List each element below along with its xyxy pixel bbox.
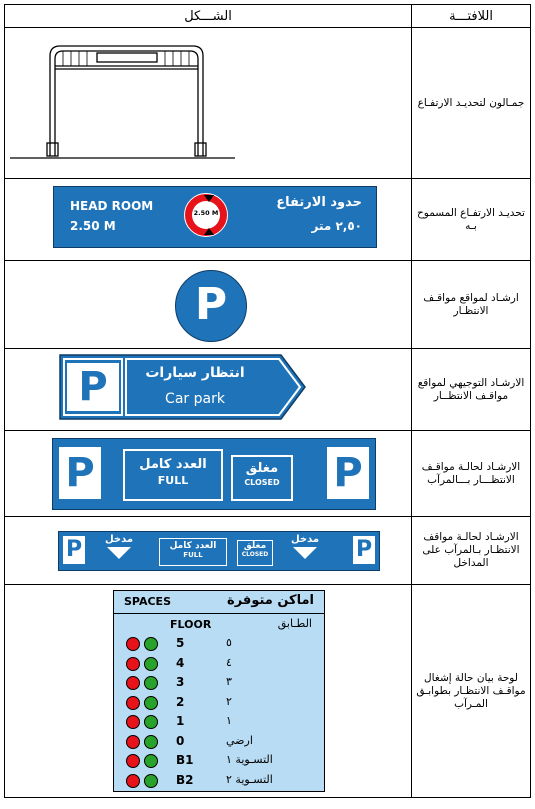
floor-header-en: FLOOR: [170, 618, 212, 631]
full-indicator-icon: [126, 657, 140, 671]
floor-number-en: 3: [176, 675, 185, 689]
floor-number-en: B1: [176, 753, 194, 767]
closed-panel: [231, 455, 293, 501]
full-indicator-icon: [126, 637, 140, 651]
floor-number-ar: ارضي: [226, 733, 253, 747]
row-label: الارشـاد التوجيهي لمواقع مواقـف الانتظــار: [412, 349, 531, 431]
parking-letter: P: [67, 363, 119, 411]
floor-header-ar: الطـابق: [277, 617, 312, 630]
floor-number-en: 2: [176, 694, 185, 709]
full-indicator-icon: [126, 754, 140, 768]
closed-en: CLOSED: [241, 551, 269, 558]
available-indicator-icon: [144, 657, 158, 671]
table-row: [5, 349, 531, 431]
down-arrow-icon: [293, 547, 317, 559]
table-row: [5, 179, 531, 261]
available-indicator-icon: [144, 774, 158, 788]
floor-number-en: B2: [176, 772, 194, 787]
board-title-en: SPACES: [124, 595, 171, 608]
floor-number-en: 1: [176, 714, 185, 728]
entrance-left: [99, 534, 139, 559]
full-en: FULL: [183, 551, 203, 559]
entrance-ar: مدخل: [104, 534, 134, 545]
full-indicator-icon: [126, 715, 140, 729]
row-label: الارشـاد لحالـة مواقف الانتظـار بـالمرآب على المداخل: [412, 517, 531, 585]
full-ar: العدد كامل: [139, 457, 207, 472]
floor-row: [114, 635, 324, 653]
floor-number-en: 0: [176, 733, 185, 748]
headroom-ar-line1: حدود الارتفاع: [276, 195, 362, 210]
parking-letter: P: [59, 447, 101, 499]
entrance-right: [285, 534, 325, 559]
down-arrow-icon: [107, 547, 131, 559]
table-row: [5, 261, 531, 349]
full-panel: [123, 449, 223, 501]
available-indicator-icon: [144, 754, 158, 768]
header-row: [5, 5, 531, 28]
floor-number-ar: ٣: [226, 675, 232, 688]
closed-en: CLOSED: [244, 478, 280, 487]
available-indicator-icon: [144, 696, 158, 710]
full-indicator-icon: [126, 676, 140, 690]
closed-ar: مغلق: [245, 461, 279, 476]
floor-number-en: 5: [176, 636, 185, 650]
full-ar: العدد كامل: [169, 541, 217, 551]
floor-row: [114, 752, 324, 770]
board-title-ar: اماكن متوفرة: [227, 593, 314, 608]
floor-availability-board: [113, 590, 325, 792]
headroom-en-line1: HEAD ROOM: [70, 199, 154, 213]
full-indicator-icon: [126, 735, 140, 749]
available-indicator-icon: [144, 676, 158, 690]
car-park-en: Car park: [165, 391, 225, 407]
height-gantry-drawing: [5, 28, 414, 178]
signs-table: [4, 4, 531, 798]
available-indicator-icon: [144, 715, 158, 729]
floor-number-ar: ٤: [226, 655, 232, 669]
parking-letter: P: [353, 536, 375, 564]
row-label: الارشـاد لحالـة مواقـف الانتظـــار بـــالمرآب: [412, 431, 531, 517]
floor-row: [114, 694, 324, 712]
floor-number-ar: ١: [226, 714, 232, 727]
garage-status-sign: [52, 438, 376, 510]
floor-number-ar: ٥: [226, 636, 232, 649]
table-row: [5, 585, 531, 798]
board-title-bar: [114, 591, 324, 614]
height-limit-icon: [184, 193, 228, 237]
row-label: تحديـد الارتفـاع المسموح بـه: [412, 179, 531, 261]
full-panel: [159, 538, 227, 566]
headroom-sign: [53, 186, 377, 248]
table-row: [5, 517, 531, 585]
row-label: جمـالون لتحديـد الارتفـاع: [412, 28, 531, 179]
header-meaning: اللافتـــة: [412, 5, 531, 28]
car-park-ar: انتظار سيارات: [145, 365, 245, 381]
row-label: لوحة بيان حالة إشغال مواقـف الانتظـار بطوابـق المـرآب: [412, 585, 531, 798]
parking-letter: P: [63, 536, 85, 564]
floor-number-ar: ٢: [226, 694, 232, 708]
floor-row: [114, 772, 324, 790]
available-indicator-icon: [144, 735, 158, 749]
entrance-ar: مدخل: [290, 534, 320, 545]
closed-ar: مغلق: [243, 541, 267, 551]
parking-letter: P: [194, 279, 228, 330]
full-indicator-icon: [126, 696, 140, 710]
full-indicator-icon: [126, 774, 140, 788]
headroom-ar-line2: ٢,٥٠ متر: [311, 219, 362, 233]
floor-row: [114, 733, 324, 751]
table-row: [5, 431, 531, 517]
entrance-status-sign: [58, 531, 380, 571]
height-limit-value: 2.50 M: [193, 209, 219, 217]
floor-row: [114, 655, 324, 673]
table-row: [5, 28, 531, 179]
floor-number-ar: التسـوية ٢: [226, 772, 273, 786]
full-en: FULL: [157, 474, 189, 487]
floor-number-ar: التسـوية ١: [226, 753, 273, 766]
floor-row: [114, 674, 324, 692]
parking-round-sign: [175, 270, 247, 342]
available-indicator-icon: [144, 637, 158, 651]
row-label: ارشـاد لمواقع مواقـف الانتظـار: [412, 261, 531, 349]
closed-panel: [237, 540, 273, 566]
headroom-en-line2: 2.50 M: [70, 219, 116, 233]
parking-letter: P: [327, 447, 369, 499]
header-shape: الشـــكل: [5, 5, 412, 28]
floor-number-en: 4: [176, 655, 185, 670]
floor-row: [114, 713, 324, 731]
gantry-figure: [5, 28, 412, 179]
